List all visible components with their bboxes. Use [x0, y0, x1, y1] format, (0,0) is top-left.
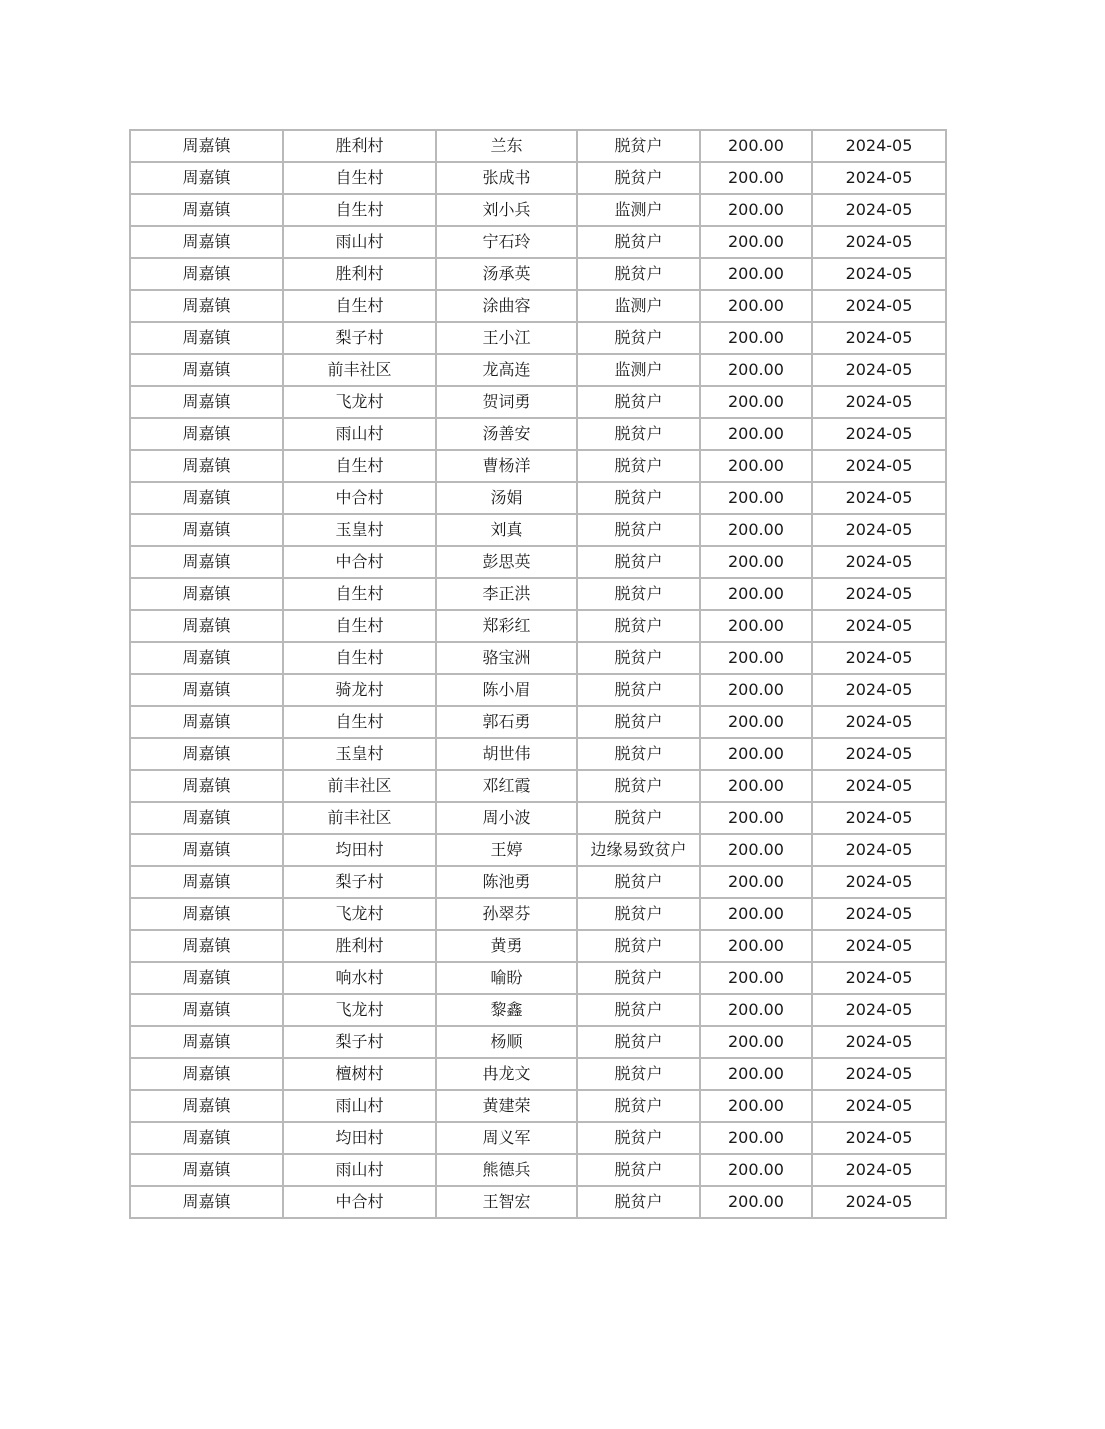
amount-cell: 200.00	[700, 802, 812, 834]
period-cell: 2024-05	[812, 834, 946, 866]
name-cell: 王婷	[436, 834, 577, 866]
table-row	[130, 226, 946, 258]
amount-cell: 200.00	[700, 866, 812, 898]
household-type-cell: 脱贫户	[577, 162, 700, 194]
period-cell: 2024-05	[812, 450, 946, 482]
name-cell: 冉龙文	[436, 1058, 577, 1090]
name-cell: 刘真	[436, 514, 577, 546]
town-cell: 周嘉镇	[130, 194, 283, 226]
household-type-cell: 脱贫户	[577, 1154, 700, 1186]
amount-cell: 200.00	[700, 546, 812, 578]
village-cell: 前丰社区	[283, 770, 436, 802]
town-cell: 周嘉镇	[130, 738, 283, 770]
name-cell: 龙高连	[436, 354, 577, 386]
household-type-cell: 脱贫户	[577, 1026, 700, 1058]
table-row	[130, 770, 946, 802]
table-row	[130, 1186, 946, 1218]
table-row	[130, 514, 946, 546]
household-type-cell: 脱贫户	[577, 898, 700, 930]
village-cell: 梨子村	[283, 866, 436, 898]
household-type-cell: 监测户	[577, 354, 700, 386]
household-type-cell: 脱贫户	[577, 258, 700, 290]
village-cell: 雨山村	[283, 1090, 436, 1122]
town-cell: 周嘉镇	[130, 322, 283, 354]
amount-cell: 200.00	[700, 898, 812, 930]
town-cell: 周嘉镇	[130, 962, 283, 994]
table-row	[130, 162, 946, 194]
village-cell: 骑龙村	[283, 674, 436, 706]
village-cell: 自生村	[283, 706, 436, 738]
amount-cell: 200.00	[700, 194, 812, 226]
household-type-cell: 脱贫户	[577, 514, 700, 546]
amount-cell: 200.00	[700, 130, 812, 162]
name-cell: 黄勇	[436, 930, 577, 962]
amount-cell: 200.00	[700, 642, 812, 674]
period-cell: 2024-05	[812, 194, 946, 226]
period-cell: 2024-05	[812, 610, 946, 642]
household-type-cell: 边缘易致贫户	[577, 834, 700, 866]
amount-cell: 200.00	[700, 258, 812, 290]
town-cell: 周嘉镇	[130, 834, 283, 866]
town-cell: 周嘉镇	[130, 930, 283, 962]
amount-cell: 200.00	[700, 674, 812, 706]
household-type-cell: 脱贫户	[577, 578, 700, 610]
household-type-cell: 脱贫户	[577, 482, 700, 514]
period-cell: 2024-05	[812, 1090, 946, 1122]
village-cell: 均田村	[283, 834, 436, 866]
table-row	[130, 1154, 946, 1186]
name-cell: 黄建荣	[436, 1090, 577, 1122]
town-cell: 周嘉镇	[130, 482, 283, 514]
amount-cell: 200.00	[700, 514, 812, 546]
period-cell: 2024-05	[812, 130, 946, 162]
household-type-cell: 脱贫户	[577, 322, 700, 354]
town-cell: 周嘉镇	[130, 770, 283, 802]
village-cell: 中合村	[283, 482, 436, 514]
household-type-cell: 脱贫户	[577, 610, 700, 642]
name-cell: 李正洪	[436, 578, 577, 610]
table-row	[130, 386, 946, 418]
name-cell: 王智宏	[436, 1186, 577, 1218]
village-cell: 玉皇村	[283, 738, 436, 770]
amount-cell: 200.00	[700, 450, 812, 482]
household-type-cell: 脱贫户	[577, 1090, 700, 1122]
amount-cell: 200.00	[700, 578, 812, 610]
household-type-cell: 脱贫户	[577, 962, 700, 994]
village-cell: 自生村	[283, 578, 436, 610]
household-type-cell: 脱贫户	[577, 1058, 700, 1090]
table-row	[130, 322, 946, 354]
household-type-cell: 监测户	[577, 290, 700, 322]
village-cell: 梨子村	[283, 322, 436, 354]
village-cell: 自生村	[283, 450, 436, 482]
name-cell: 王小江	[436, 322, 577, 354]
village-cell: 梨子村	[283, 1026, 436, 1058]
table-row	[130, 802, 946, 834]
town-cell: 周嘉镇	[130, 130, 283, 162]
table-row	[130, 1090, 946, 1122]
table-row	[130, 258, 946, 290]
table-row	[130, 610, 946, 642]
amount-cell: 200.00	[700, 994, 812, 1026]
household-type-cell: 监测户	[577, 194, 700, 226]
period-cell: 2024-05	[812, 418, 946, 450]
amount-cell: 200.00	[700, 1186, 812, 1218]
name-cell: 兰东	[436, 130, 577, 162]
table-row	[130, 962, 946, 994]
table-row	[130, 290, 946, 322]
period-cell: 2024-05	[812, 898, 946, 930]
table-row	[130, 994, 946, 1026]
table-row	[130, 1026, 946, 1058]
period-cell: 2024-05	[812, 546, 946, 578]
name-cell: 孙翠芬	[436, 898, 577, 930]
period-cell: 2024-05	[812, 162, 946, 194]
name-cell: 陈小眉	[436, 674, 577, 706]
table-row	[130, 418, 946, 450]
village-cell: 自生村	[283, 194, 436, 226]
town-cell: 周嘉镇	[130, 354, 283, 386]
name-cell: 汤承英	[436, 258, 577, 290]
amount-cell: 200.00	[700, 354, 812, 386]
period-cell: 2024-05	[812, 674, 946, 706]
village-cell: 响水村	[283, 962, 436, 994]
name-cell: 彭思英	[436, 546, 577, 578]
amount-cell: 200.00	[700, 610, 812, 642]
town-cell: 周嘉镇	[130, 514, 283, 546]
amount-cell: 200.00	[700, 1154, 812, 1186]
period-cell: 2024-05	[812, 866, 946, 898]
town-cell: 周嘉镇	[130, 1090, 283, 1122]
household-type-cell: 脱贫户	[577, 706, 700, 738]
table-row	[130, 1122, 946, 1154]
household-type-cell: 脱贫户	[577, 770, 700, 802]
period-cell: 2024-05	[812, 386, 946, 418]
amount-cell: 200.00	[700, 738, 812, 770]
household-type-cell: 脱贫户	[577, 642, 700, 674]
name-cell: 汤善安	[436, 418, 577, 450]
town-cell: 周嘉镇	[130, 578, 283, 610]
household-type-cell: 脱贫户	[577, 546, 700, 578]
period-cell: 2024-05	[812, 258, 946, 290]
amount-cell: 200.00	[700, 1026, 812, 1058]
period-cell: 2024-05	[812, 354, 946, 386]
village-cell: 中合村	[283, 546, 436, 578]
household-type-cell: 脱贫户	[577, 1122, 700, 1154]
town-cell: 周嘉镇	[130, 1122, 283, 1154]
household-type-cell: 脱贫户	[577, 674, 700, 706]
household-type-cell: 脱贫户	[577, 994, 700, 1026]
household-type-cell: 脱贫户	[577, 930, 700, 962]
village-cell: 前丰社区	[283, 802, 436, 834]
town-cell: 周嘉镇	[130, 802, 283, 834]
amount-cell: 200.00	[700, 322, 812, 354]
village-cell: 雨山村	[283, 226, 436, 258]
period-cell: 2024-05	[812, 738, 946, 770]
village-cell: 檀树村	[283, 1058, 436, 1090]
amount-cell: 200.00	[700, 1090, 812, 1122]
table-body	[130, 130, 946, 1218]
period-cell: 2024-05	[812, 290, 946, 322]
town-cell: 周嘉镇	[130, 226, 283, 258]
table-row	[130, 354, 946, 386]
period-cell: 2024-05	[812, 642, 946, 674]
name-cell: 贺词勇	[436, 386, 577, 418]
household-type-cell: 脱贫户	[577, 450, 700, 482]
town-cell: 周嘉镇	[130, 258, 283, 290]
village-cell: 自生村	[283, 642, 436, 674]
amount-cell: 200.00	[700, 834, 812, 866]
name-cell: 熊德兵	[436, 1154, 577, 1186]
village-cell: 胜利村	[283, 258, 436, 290]
table-row	[130, 546, 946, 578]
household-type-cell: 脱贫户	[577, 1186, 700, 1218]
town-cell: 周嘉镇	[130, 1186, 283, 1218]
household-type-cell: 脱贫户	[577, 802, 700, 834]
period-cell: 2024-05	[812, 962, 946, 994]
town-cell: 周嘉镇	[130, 642, 283, 674]
amount-cell: 200.00	[700, 962, 812, 994]
period-cell: 2024-05	[812, 802, 946, 834]
town-cell: 周嘉镇	[130, 706, 283, 738]
table-row	[130, 194, 946, 226]
amount-cell: 200.00	[700, 290, 812, 322]
period-cell: 2024-05	[812, 994, 946, 1026]
subsidy-table	[129, 129, 947, 1219]
household-type-cell: 脱贫户	[577, 418, 700, 450]
village-cell: 胜利村	[283, 930, 436, 962]
village-cell: 自生村	[283, 162, 436, 194]
period-cell: 2024-05	[812, 1122, 946, 1154]
table-row	[130, 738, 946, 770]
household-type-cell: 脱贫户	[577, 866, 700, 898]
amount-cell: 200.00	[700, 386, 812, 418]
household-type-cell: 脱贫户	[577, 738, 700, 770]
name-cell: 刘小兵	[436, 194, 577, 226]
name-cell: 宁石玲	[436, 226, 577, 258]
amount-cell: 200.00	[700, 418, 812, 450]
name-cell: 骆宝洲	[436, 642, 577, 674]
name-cell: 郑彩红	[436, 610, 577, 642]
period-cell: 2024-05	[812, 1186, 946, 1218]
village-cell: 飞龙村	[283, 994, 436, 1026]
table-row	[130, 450, 946, 482]
town-cell: 周嘉镇	[130, 546, 283, 578]
table-row	[130, 834, 946, 866]
table-row	[130, 482, 946, 514]
amount-cell: 200.00	[700, 706, 812, 738]
name-cell: 周小波	[436, 802, 577, 834]
amount-cell: 200.00	[700, 162, 812, 194]
table-row	[130, 674, 946, 706]
period-cell: 2024-05	[812, 930, 946, 962]
table-row	[130, 866, 946, 898]
period-cell: 2024-05	[812, 770, 946, 802]
table-row	[130, 930, 946, 962]
village-cell: 自生村	[283, 290, 436, 322]
period-cell: 2024-05	[812, 322, 946, 354]
town-cell: 周嘉镇	[130, 386, 283, 418]
village-cell: 均田村	[283, 1122, 436, 1154]
town-cell: 周嘉镇	[130, 1058, 283, 1090]
amount-cell: 200.00	[700, 226, 812, 258]
amount-cell: 200.00	[700, 930, 812, 962]
household-type-cell: 脱贫户	[577, 386, 700, 418]
village-cell: 飞龙村	[283, 898, 436, 930]
village-cell: 中合村	[283, 1186, 436, 1218]
name-cell: 涂曲容	[436, 290, 577, 322]
village-cell: 胜利村	[283, 130, 436, 162]
table-row	[130, 130, 946, 162]
amount-cell: 200.00	[700, 770, 812, 802]
period-cell: 2024-05	[812, 578, 946, 610]
name-cell: 周义军	[436, 1122, 577, 1154]
town-cell: 周嘉镇	[130, 674, 283, 706]
name-cell: 张成书	[436, 162, 577, 194]
town-cell: 周嘉镇	[130, 162, 283, 194]
village-cell: 雨山村	[283, 418, 436, 450]
name-cell: 曹杨洋	[436, 450, 577, 482]
period-cell: 2024-05	[812, 514, 946, 546]
village-cell: 自生村	[283, 610, 436, 642]
household-type-cell: 脱贫户	[577, 226, 700, 258]
town-cell: 周嘉镇	[130, 610, 283, 642]
town-cell: 周嘉镇	[130, 1154, 283, 1186]
period-cell: 2024-05	[812, 226, 946, 258]
village-cell: 玉皇村	[283, 514, 436, 546]
name-cell: 杨顺	[436, 1026, 577, 1058]
village-cell: 前丰社区	[283, 354, 436, 386]
table-row	[130, 898, 946, 930]
household-type-cell: 脱贫户	[577, 130, 700, 162]
period-cell: 2024-05	[812, 1026, 946, 1058]
table-row	[130, 1058, 946, 1090]
name-cell: 汤娟	[436, 482, 577, 514]
name-cell: 胡世伟	[436, 738, 577, 770]
town-cell: 周嘉镇	[130, 898, 283, 930]
name-cell: 郭石勇	[436, 706, 577, 738]
village-cell: 飞龙村	[283, 386, 436, 418]
village-cell: 雨山村	[283, 1154, 436, 1186]
amount-cell: 200.00	[700, 1122, 812, 1154]
town-cell: 周嘉镇	[130, 1026, 283, 1058]
name-cell: 邓红霞	[436, 770, 577, 802]
table-row	[130, 706, 946, 738]
town-cell: 周嘉镇	[130, 290, 283, 322]
period-cell: 2024-05	[812, 706, 946, 738]
table-row	[130, 642, 946, 674]
name-cell: 黎鑫	[436, 994, 577, 1026]
amount-cell: 200.00	[700, 482, 812, 514]
name-cell: 喻盼	[436, 962, 577, 994]
town-cell: 周嘉镇	[130, 450, 283, 482]
town-cell: 周嘉镇	[130, 418, 283, 450]
period-cell: 2024-05	[812, 1154, 946, 1186]
period-cell: 2024-05	[812, 1058, 946, 1090]
amount-cell: 200.00	[700, 1058, 812, 1090]
town-cell: 周嘉镇	[130, 994, 283, 1026]
period-cell: 2024-05	[812, 482, 946, 514]
town-cell: 周嘉镇	[130, 866, 283, 898]
name-cell: 陈池勇	[436, 866, 577, 898]
table-row	[130, 578, 946, 610]
